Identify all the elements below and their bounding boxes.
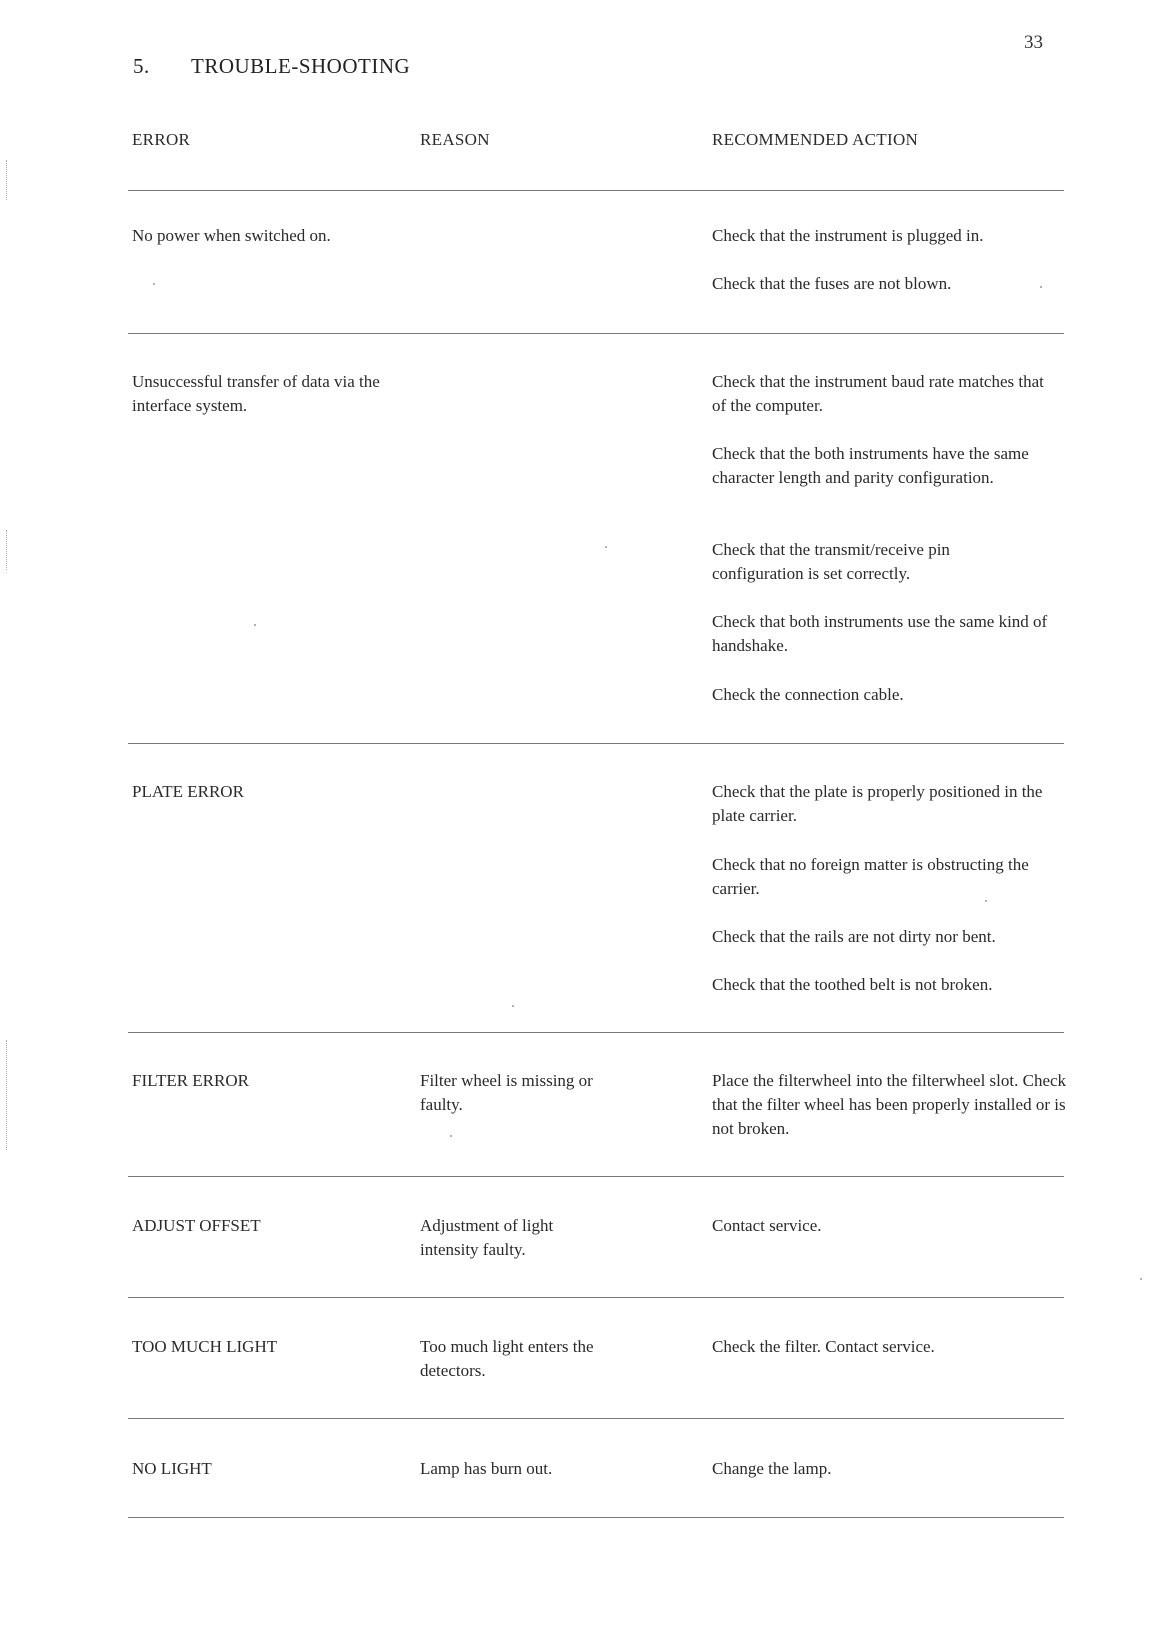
scan-speck	[153, 283, 155, 285]
scan-speck	[254, 624, 256, 626]
column-header-action: RECOMMENDED ACTION	[712, 130, 919, 149]
section-number: 5.	[133, 54, 150, 78]
error-cell: PLATE ERROR	[132, 782, 244, 801]
action-cell: Check that no foreign matter is obstructing the carrier.	[712, 855, 1029, 898]
action-cell: Check that the both instruments have the same character length and parity configuration.	[712, 444, 1029, 487]
scan-artifact	[6, 530, 9, 570]
scan-artifact	[6, 160, 9, 200]
reason-cell: Filter wheel is missing or faulty.	[420, 1071, 593, 1114]
reason-cell: Too much light enters the detectors.	[420, 1337, 594, 1380]
error-cell: TOO MUCH LIGHT	[132, 1337, 278, 1356]
row-divider	[128, 1297, 1064, 1298]
row-divider	[128, 333, 1064, 334]
scan-speck	[512, 1005, 514, 1007]
action-cell: Check the connection cable.	[712, 685, 904, 704]
action-cell: Check that both instruments use the same kind of handshake.	[712, 612, 1048, 655]
scan-artifact	[6, 1040, 9, 1150]
row-divider	[128, 1418, 1064, 1419]
section-title	[133, 54, 410, 79]
reason-cell: Lamp has burn out.	[420, 1459, 553, 1478]
scan-speck	[1140, 1278, 1142, 1280]
error-cell: FILTER ERROR	[132, 1071, 249, 1090]
column-header-error: ERROR	[132, 130, 191, 149]
action-cell: Check that the transmit/receive pin configuration is set correctly.	[712, 540, 950, 583]
action-cell: Place the filterwheel into the filterwheel slot. Check that the filter wheel has been properly installed or is not broken.	[712, 1071, 1067, 1138]
reason-cell: Adjustment of light intensity faulty.	[420, 1216, 554, 1259]
row-divider	[128, 1032, 1064, 1033]
error-cell: ADJUST OFFSET	[132, 1216, 261, 1235]
row-divider	[128, 1517, 1064, 1518]
action-cell: Contact service.	[712, 1216, 822, 1235]
row-divider	[128, 743, 1064, 744]
scan-speck	[1040, 286, 1042, 288]
scan-speck	[450, 1135, 452, 1137]
scan-speck	[605, 546, 607, 548]
action-cell: Check the filter. Contact service.	[712, 1337, 935, 1356]
error-cell: Unsuccessful transfer of data via the interface system.	[132, 372, 380, 415]
action-cell: Check that the toothed belt is not broken.	[712, 975, 993, 994]
action-cell: Check that the fuses are not blown.	[712, 274, 952, 293]
scan-speck	[985, 900, 987, 902]
action-cell: Check that the instrument baud rate matches that of the computer.	[712, 372, 1044, 415]
column-header-reason: REASON	[420, 130, 490, 149]
section-title-text: TROUBLE-SHOOTING	[191, 54, 411, 78]
action-cell: Change the lamp.	[712, 1459, 832, 1478]
page-number: 33	[1024, 32, 1043, 53]
row-divider	[128, 1176, 1064, 1177]
action-cell: Check that the instrument is plugged in.	[712, 226, 984, 245]
error-cell: NO LIGHT	[132, 1459, 212, 1478]
header-divider	[128, 190, 1064, 191]
action-cell: Check that the plate is properly positioned in the plate carrier.	[712, 782, 1043, 825]
action-cell: Check that the rails are not dirty nor bent.	[712, 927, 996, 946]
error-cell: No power when switched on.	[132, 226, 331, 245]
